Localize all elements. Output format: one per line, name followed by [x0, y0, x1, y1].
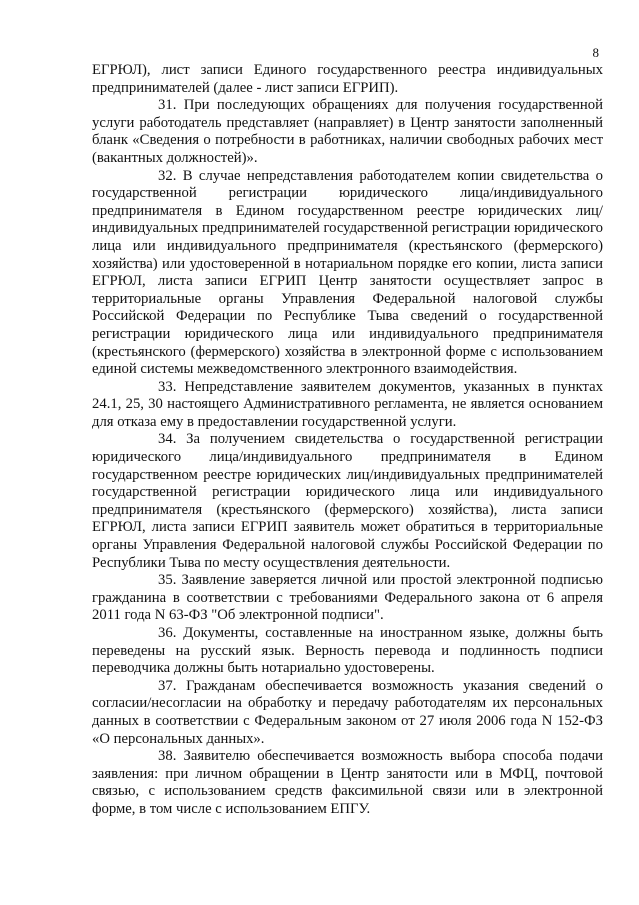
document-body: [92, 62, 603, 819]
page-number: 8: [592, 45, 599, 60]
paragraph-32: 32. В случае непредставления работодателем копии свидетельства о государственной регистрации юридического лица/индивидуального предпринимателя в Едином государственном реестре юридических лиц/индивидуальных предпринимателей государственной регистрации юридического лица или индивидуального предпринимателя (крестьянского (фермерского) хозяйства) или удостоверенной в нотариальном порядке его копии, листа записи ЕГРЮЛ, листа записи ЕГРИП Центр занятости осуществляет запрос в территориальные органы Управления Федеральной налоговой службы Российской Федерации по Республике Тыва сведений о государственной регистрации юридического лица или индивидуального предпринимателя (крестьянского (фермерского) хозяйства в электронной форме с использованием единой системы межведомственного электронного взаимодействия.: [92, 167, 603, 378]
paragraph-33: 33. Непредставление заявителем документов, указанных в пунктах 24.1, 25, 30 настоящего Административного регламента, не является основанием для отказа ему в предоставлении государственной услуги.: [92, 378, 603, 430]
paragraph-continuation: ЕГРЮЛ), лист записи Единого государственного реестра индивидуальных предпринимателей (далее - лист записи ЕГРИП).: [92, 62, 603, 96]
paragraph-35: 35. Заявление заверяется личной или простой электронной подписью гражданина в соответствии с требованиями Федерального закона от 6 апреля 2011 года N 63-ФЗ "Об электронной подписи".: [92, 572, 603, 624]
paragraph-31: 31. При последующих обращениях для получения государственной услуги работодатель представляет (направляет) в Центр занятости заполненный бланк «Сведения о потребности в работниках, наличии свободных рабочих мест (вакантных должностей)».: [92, 97, 603, 166]
paragraph-36: 36. Документы, составленные на иностранном языке, должны быть переведены на русский язык. Верность перевода и подлинность подписи переводчика должны быть нотариально удостоверены.: [92, 625, 603, 677]
paragraph-38: 38. Заявителю обеспечивается возможность выбора способа подачи заявления: при личном обращении в Центр занятости или в МФЦ, почтовой связью, с использованием средств факсимильной связи или в электронной форме, в том числе с использованием ЕПГУ.: [92, 748, 603, 817]
paragraph-37: 37. Гражданам обеспечивается возможность указания сведений о согласии/несогласии на обработку и передачу работодателям их персональных данных в соответствии с Федеральным законом от 27 июля 2006 года N 152-ФЗ «О персональных данных».: [92, 677, 603, 747]
paragraph-34: 34. За получением свидетельства о государственной регистрации юридического лица/индивидуального предпринимателя в Едином государственном реестре юридических лиц/индивидуальных предпринимателей государственной регистрации юридического лица или индивидуального предпринимателя (крестьянского (фермерского) хозяйства), листа записи ЕГРЮЛ, листа записи ЕГРИП заявитель может обратиться в территориальные органы Управления Федеральной налоговой службы Российской Федерации по Республики Тыва по месту осуществления деятельности.: [92, 431, 603, 571]
